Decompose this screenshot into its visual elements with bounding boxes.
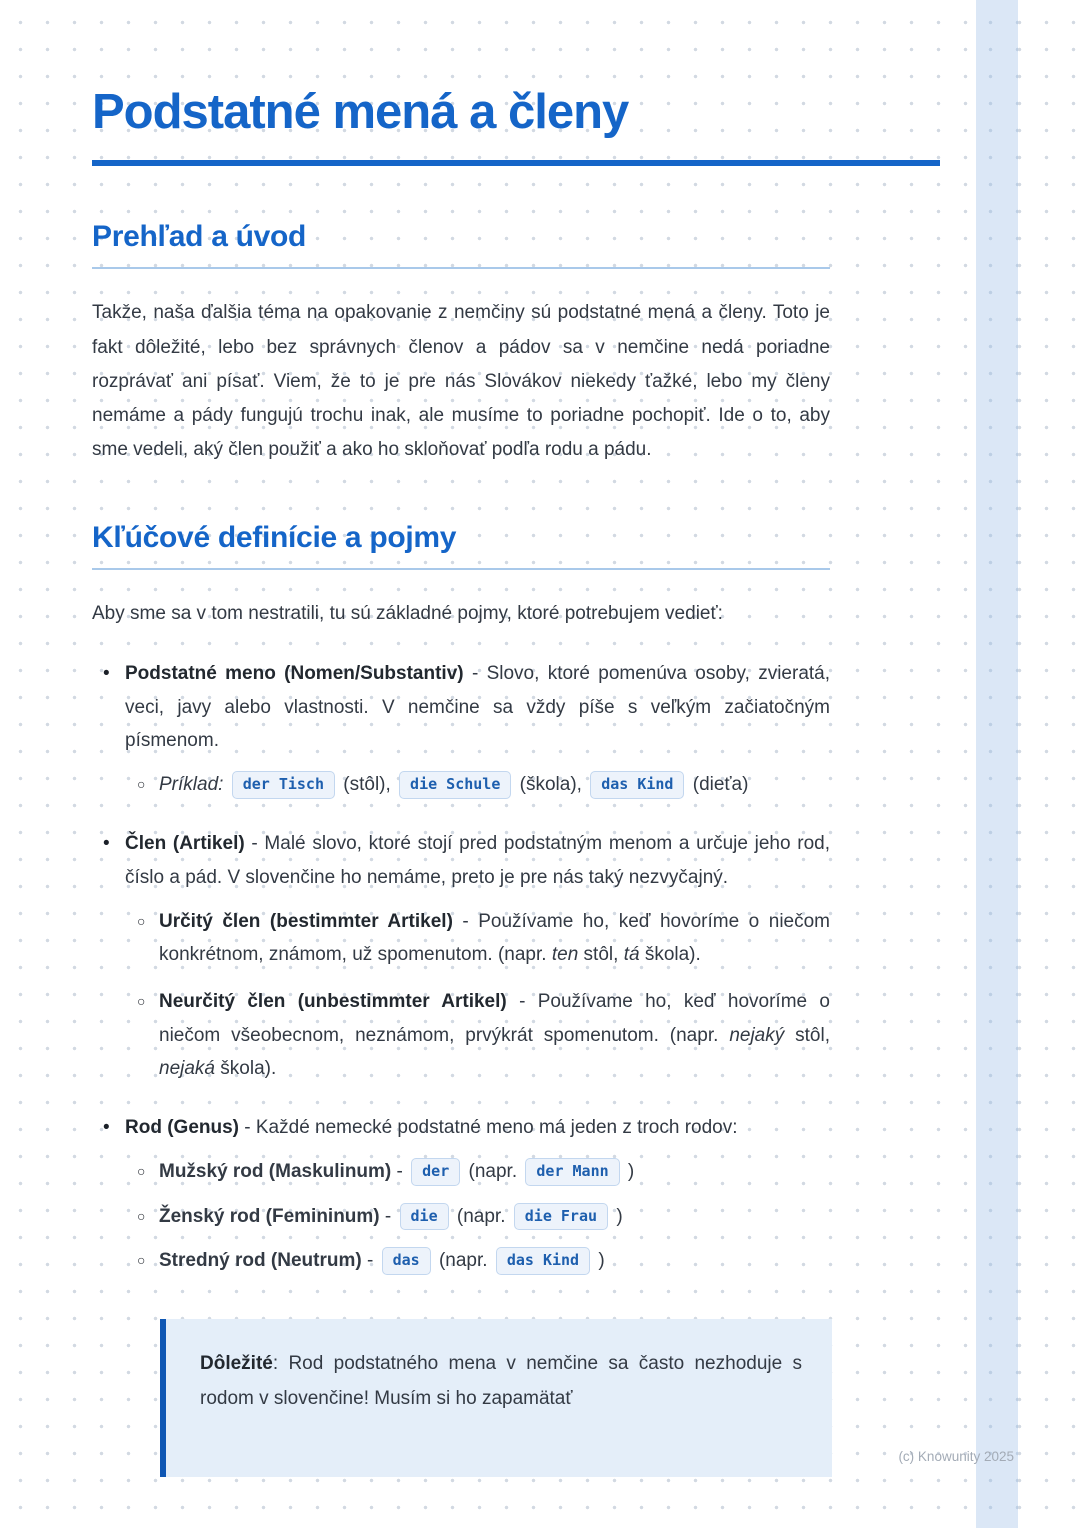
definite-article-definition xyxy=(159,905,830,972)
code-chip-die-frau: die Frau xyxy=(514,1203,608,1231)
masculine-item xyxy=(125,1155,830,1188)
article-desc: - Malé slovo, ktoré stojí pred podstatným menom a určuje jeho rod, číslo a pád. V slovenčine ho nemáme, preto je pre nás taký nezvyčajný. xyxy=(125,833,830,888)
noun-definition xyxy=(125,657,830,757)
indefinite-article-term: Neurčitý člen (unbestimmter Artikel) xyxy=(159,991,507,1013)
masculine-line xyxy=(159,1155,830,1188)
neuter-line xyxy=(159,1244,830,1277)
watermark-knowunity: (c) Knowunity 2025 xyxy=(898,1449,1014,1464)
page-title: Podstatné mená a členy xyxy=(92,85,629,139)
feminine-item xyxy=(125,1200,830,1233)
gender-desc: - Každé nemecké podstatné meno má jeden z troch rodov: xyxy=(244,1117,738,1139)
list-item-noun xyxy=(92,657,830,801)
neuter-close: ) xyxy=(598,1249,605,1271)
indefinite-article-desc: - Používame ho, keď hovoríme o niečom všeobecnom, neznámom, prvýkrát spomenutom. (napr. xyxy=(159,991,830,1046)
sub-bullet-marker: ○ xyxy=(137,776,146,793)
bullet-marker: • xyxy=(103,833,110,855)
list-item-article xyxy=(92,827,830,1085)
code-chip-das-kind: das Kind xyxy=(590,771,684,799)
definitions-list xyxy=(92,657,830,1277)
section-intro xyxy=(92,220,980,467)
neuter-term: Stredný rod (Neutrum) xyxy=(159,1249,362,1271)
italic-ten: ten xyxy=(551,944,579,966)
feminine-term: Ženský rod (Femininum) xyxy=(159,1205,380,1227)
neuter-item xyxy=(125,1244,830,1277)
italic-nejaky: nejaký xyxy=(729,1024,785,1046)
code-chip-die-schule: die Schule xyxy=(399,771,511,799)
feminine-dash: - xyxy=(384,1205,392,1227)
sub-bullet-marker: ○ xyxy=(137,1163,146,1180)
neuter-dash: - xyxy=(366,1249,374,1271)
indefinite-end: škola). xyxy=(220,1057,277,1079)
callout-label: Dôležité xyxy=(200,1353,273,1375)
definite-article-item xyxy=(125,905,830,972)
sub-bullet-marker: ○ xyxy=(137,912,146,929)
gender-term: Rod (Genus) xyxy=(125,1117,239,1139)
feminine-napr: (napr. xyxy=(456,1205,506,1227)
definitions-heading: Kľúčové definície a pojmy xyxy=(92,521,457,555)
indefinite-article-item xyxy=(125,985,830,1085)
intro-heading-underline xyxy=(92,267,830,269)
list-item-gender xyxy=(92,1111,830,1277)
callout-text: : Rod podstatného mena v nemčine sa často nezhoduje s rodom v slovenčine! Musím si ho zapamätať xyxy=(200,1353,802,1410)
neuter-napr: (napr. xyxy=(438,1249,488,1271)
noun-example-item xyxy=(125,768,830,801)
noun-example-line xyxy=(159,768,830,801)
bullet-marker: • xyxy=(103,663,110,685)
gloss-dieta: (dieťa) xyxy=(692,774,749,796)
code-chip-die: die xyxy=(400,1203,449,1231)
code-chip-das-kind-2: das Kind xyxy=(496,1247,590,1275)
masculine-close: ) xyxy=(627,1161,635,1183)
intro-heading: Prehľad a úvod xyxy=(92,220,307,254)
code-chip-das: das xyxy=(382,1247,431,1275)
indefinite-article-definition xyxy=(159,985,830,1085)
gloss-skola: (škola), xyxy=(519,774,582,796)
section-definitions xyxy=(92,521,980,1476)
italic-nejaka: nejaká xyxy=(159,1057,215,1079)
right-margin-strip xyxy=(976,0,1018,1528)
gloss-stol: (stôl), xyxy=(343,774,391,796)
code-chip-der: der xyxy=(411,1158,460,1186)
sub-bullet-marker: ○ xyxy=(137,1251,146,1268)
definitions-heading-underline xyxy=(92,568,830,570)
masculine-napr: (napr. xyxy=(468,1161,518,1183)
feminine-line xyxy=(159,1200,830,1233)
intro-paragraph: Takže, naša ďalšia téma na opakovanie z nemčiny sú podstatné mená a členy. Toto je fakt dôležité, lebo bez správnych členov a pádov sa v nemčine nedá poriadne rozprávať ani písať. Viem, že to je pre nás Slovákov niekedy ťažké, lebo my členy nemáme a pády fungujú trochu inak, ale musíme to poriadne pochopiť. Ide o to, aby sme vedeli, aký člen použiť a ako ho skloňovať podľa rodu a pádu. xyxy=(92,302,830,461)
gender-definition xyxy=(125,1111,830,1144)
bullet-marker: • xyxy=(103,1117,110,1139)
definite-end: škola). xyxy=(644,944,701,966)
definite-article-term: Určitý člen (bestimmter Artikel) xyxy=(159,910,453,932)
feminine-close: ) xyxy=(616,1205,623,1227)
sub-bullet-marker: ○ xyxy=(137,1207,146,1224)
masculine-dash: - xyxy=(396,1161,403,1183)
important-callout xyxy=(160,1319,832,1476)
code-chip-der-mann: der Mann xyxy=(525,1158,619,1186)
italic-ta: tá xyxy=(623,944,640,966)
sub-bullet-marker: ○ xyxy=(137,993,146,1010)
article-definition xyxy=(125,827,830,894)
noun-desc: - Slovo, ktoré pomenúva osoby, zvieratá, veci, javy alebo vlastnosti. V nemčine sa vždy píše s veľkým začiatočným písmenom. xyxy=(125,663,831,751)
noun-term: Podstatné meno (Nomen/Substantiv) xyxy=(125,663,464,685)
definite-mid: stôl, xyxy=(583,944,619,966)
indefinite-mid: stôl, xyxy=(795,1024,831,1046)
title-divider xyxy=(92,160,940,166)
definitions-lead: Aby sme sa v tom nestratili, tu sú základné pojmy, ktoré potrebujem vedieť: xyxy=(92,603,723,625)
article-term: Člen (Artikel) xyxy=(125,833,245,855)
masculine-term: Mužský rod (Maskulinum) xyxy=(159,1161,392,1183)
code-chip-der-tisch: der Tisch xyxy=(232,771,335,799)
example-label: Príklad: xyxy=(159,774,224,796)
definite-article-desc: - Používame ho, keď hovoríme o niečom konkrétnom, známom, už spomenutom. (napr. xyxy=(159,910,831,966)
